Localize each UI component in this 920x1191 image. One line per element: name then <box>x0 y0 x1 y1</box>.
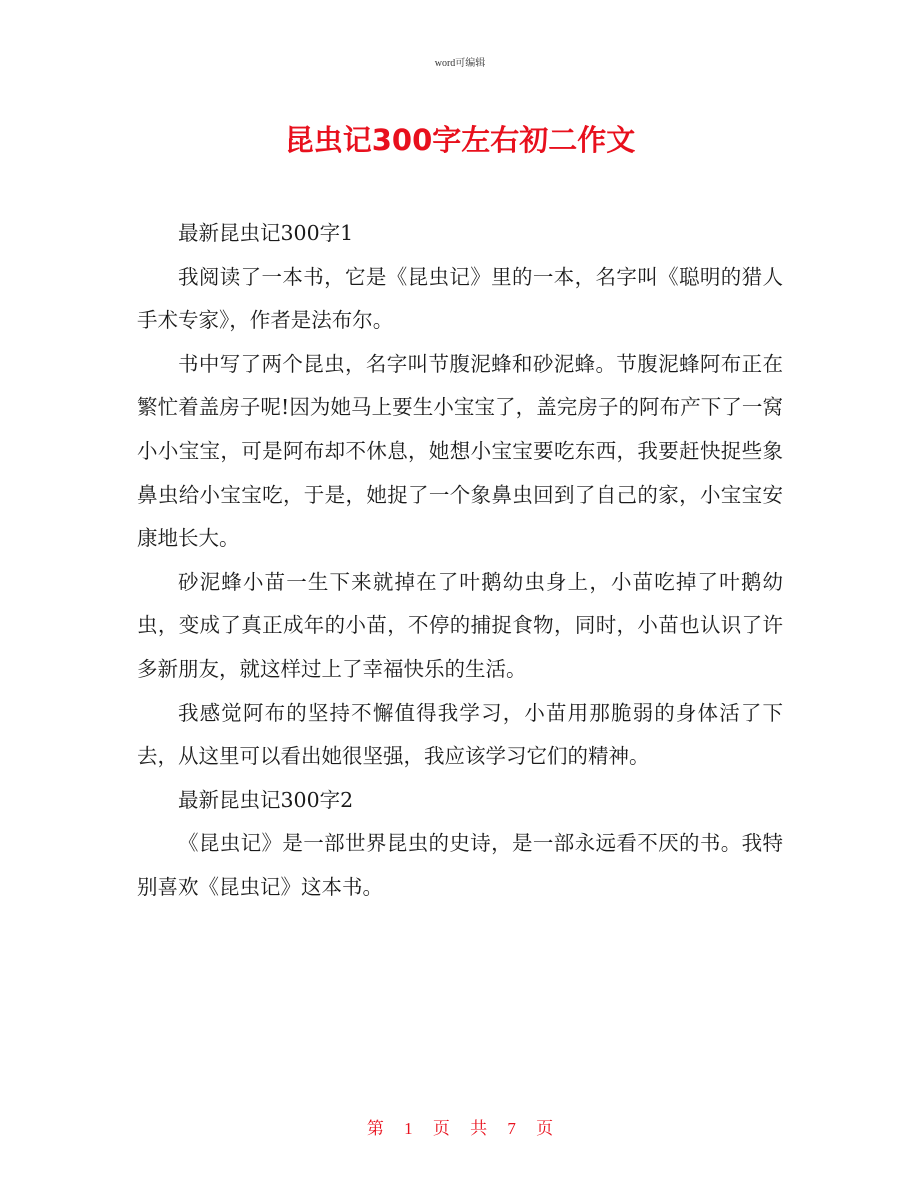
footer-total-pages: 7 <box>507 1119 516 1138</box>
header-text: word可编辑 <box>434 58 486 69</box>
section-heading: 最新昆虫记300字2 <box>178 787 354 812</box>
document-body <box>137 212 783 910</box>
footer-label-total: 共 <box>470 1119 488 1138</box>
body-paragraph: 《昆虫记》是一部世界昆虫的史诗，是一部永远看不厌的书。我特别喜欢《昆虫记》这本书。 <box>137 831 783 899</box>
footer-label-total-unit: 页 <box>536 1119 554 1138</box>
page-header <box>0 54 920 69</box>
footer-current-page: 1 <box>404 1119 413 1138</box>
footer-label-page: 第 <box>366 1119 384 1138</box>
section-heading: 最新昆虫记300字1 <box>178 221 354 245</box>
body-paragraph: 我阅读了一本书，它是《昆虫记》里的一本，名字叫《聪明的猎人手术专家》，作者是法布尔。 <box>137 264 783 333</box>
footer-label-page-unit: 页 <box>432 1119 450 1138</box>
body-paragraph: 书中写了两个昆虫，名字叫节腹泥蜂和砂泥蜂。节腹泥蜂阿布正在繁忙着盖房子呢!因为她马上要生小宝宝了，盖完房子的阿布产下了一窝小小宝宝，可是阿布却不休息，她想小宝宝要吃东西，我要赶快捉些象鼻虫给小宝宝吃，于是，她捉了一个象鼻虫回到了自己的家，小宝宝安康地长大。 <box>137 351 783 551</box>
body-paragraph: 砂泥蜂小苗一生下来就掉在了叶鹅幼虫身上，小苗吃掉了叶鹅幼虫，变成了真正成年的小苗，不停的捕捉食物，同时，小苗也认识了许多新朋友，就这样过上了幸福快乐的生活。 <box>137 569 783 681</box>
page-footer <box>0 1114 920 1139</box>
body-paragraph: 我感觉阿布的坚持不懈值得我学习，小苗用那脆弱的身体活了下去，从这里可以看出她很坚强，我应该学习它们的精神。 <box>137 700 783 769</box>
document-title: 昆虫记300字左右初二作文 <box>284 123 636 157</box>
